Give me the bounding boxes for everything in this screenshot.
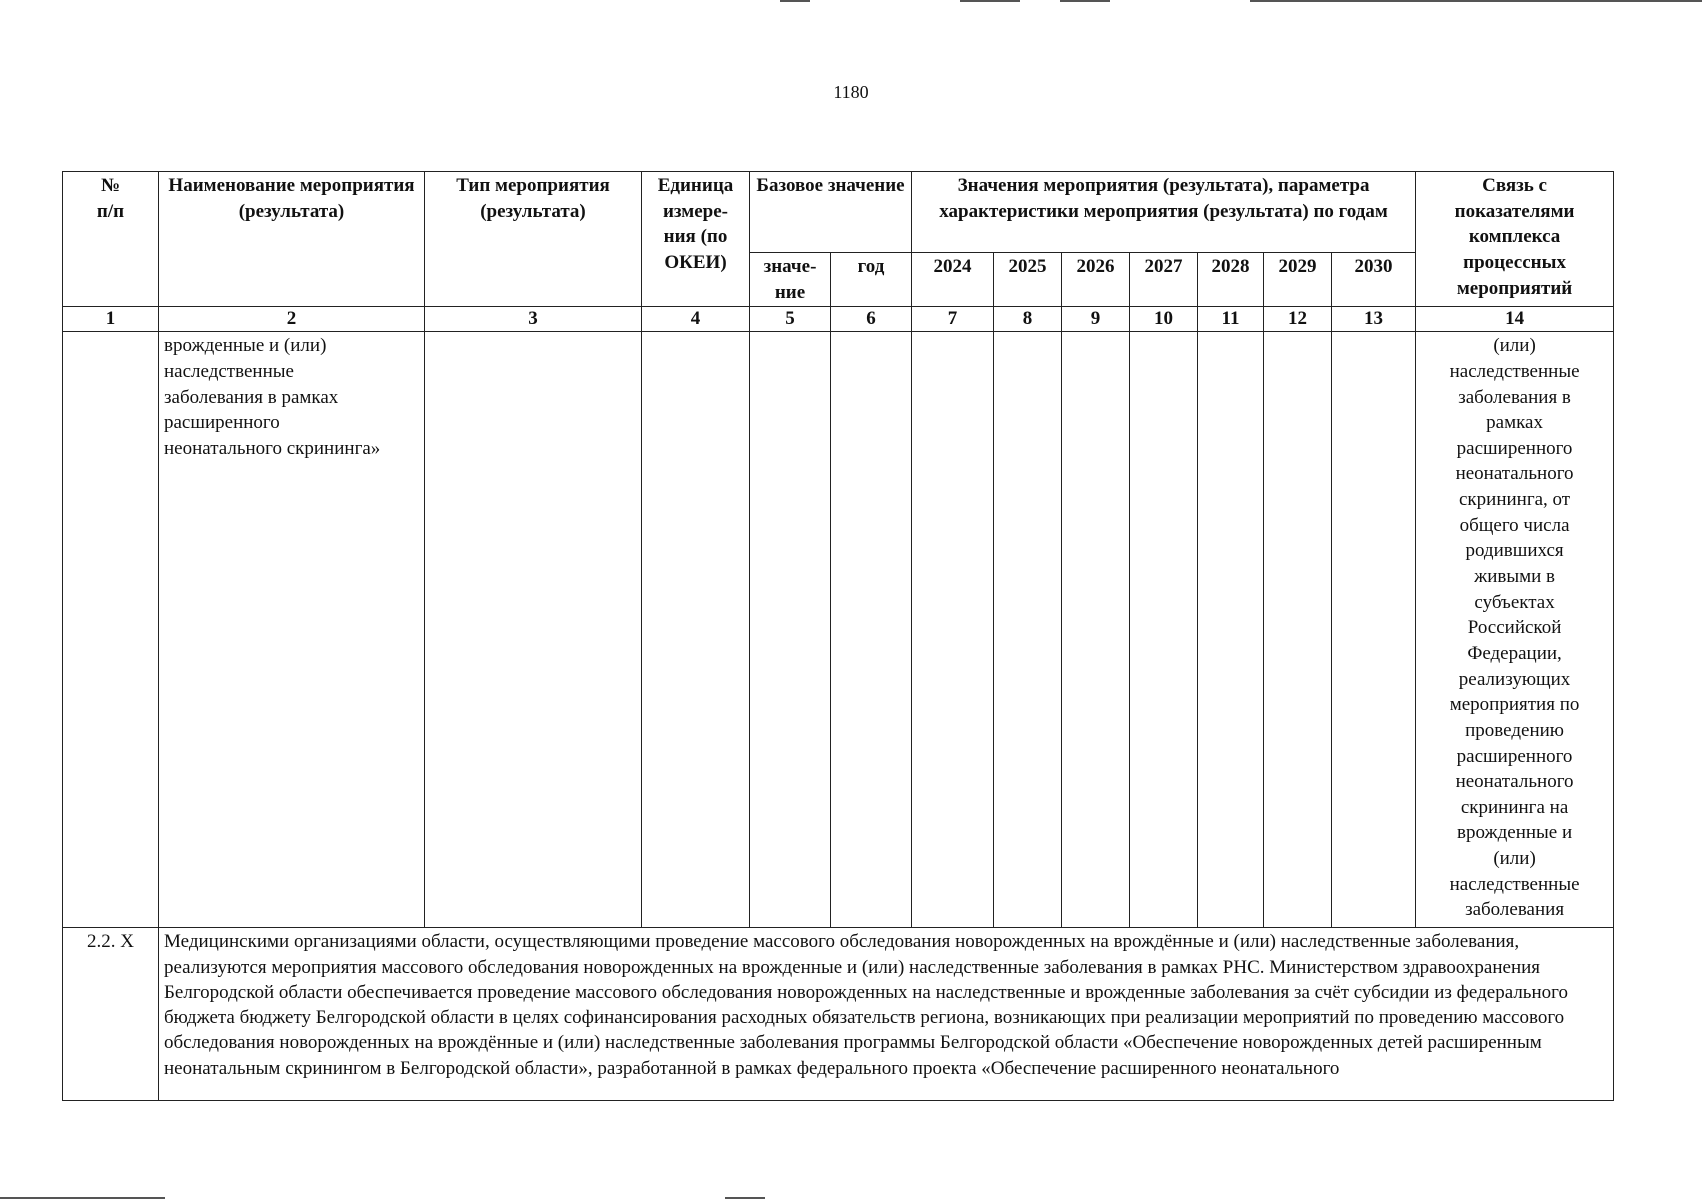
scan-artifact-bottom-1 bbox=[0, 1197, 165, 1199]
row-name-cell: врожденные и (или) наследственные заболевания в рамках расширенного неонатального скрининга» bbox=[159, 332, 425, 928]
column-number: 7 bbox=[912, 307, 994, 332]
column-number: 1 bbox=[63, 307, 159, 332]
scan-artifact-top-2 bbox=[960, 0, 1020, 2]
scan-artifact-top-1 bbox=[780, 0, 810, 2]
row-2029-cell bbox=[1264, 332, 1332, 928]
header-base-year: год bbox=[831, 253, 912, 307]
row-2030-cell bbox=[1332, 332, 1416, 928]
narrative-num: 2.2. X bbox=[63, 928, 159, 1101]
row-unit-cell bbox=[642, 332, 750, 928]
header-year-2025: 2025 bbox=[994, 253, 1062, 307]
row-base-year-cell bbox=[831, 332, 912, 928]
narrative-row bbox=[63, 928, 1614, 1101]
column-number: 2 bbox=[159, 307, 425, 332]
header-type: Тип мероприятия (результата) bbox=[425, 172, 642, 307]
column-number: 13 bbox=[1332, 307, 1416, 332]
column-number: 6 bbox=[831, 307, 912, 332]
activities-table bbox=[62, 171, 1614, 1101]
row-2025-cell bbox=[994, 332, 1062, 928]
row-2026-cell bbox=[1062, 332, 1130, 928]
column-number: 10 bbox=[1130, 307, 1198, 332]
scan-artifact-top-3 bbox=[1060, 0, 1110, 2]
header-base: Базовое значение bbox=[750, 172, 912, 253]
header-name: Наименование мероприятия (результата) bbox=[159, 172, 425, 307]
row-num-cell bbox=[63, 332, 159, 928]
header-year-2029: 2029 bbox=[1264, 253, 1332, 307]
row-2024-cell bbox=[912, 332, 994, 928]
header-base-value: значе-ние bbox=[750, 253, 831, 307]
column-number: 12 bbox=[1264, 307, 1332, 332]
column-number-row bbox=[63, 307, 1614, 332]
column-number: 5 bbox=[750, 307, 831, 332]
table-row bbox=[63, 332, 1614, 928]
header-year-2030: 2030 bbox=[1332, 253, 1416, 307]
column-number: 9 bbox=[1062, 307, 1130, 332]
column-number: 4 bbox=[642, 307, 750, 332]
header-unit: Единица измере-ния (по ОКЕИ) bbox=[642, 172, 750, 307]
header-link: Связь с показателями комплекса процессных мероприятий bbox=[1416, 172, 1614, 307]
header-year-2027: 2027 bbox=[1130, 253, 1198, 307]
row-2027-cell bbox=[1130, 332, 1198, 928]
row-2028-cell bbox=[1198, 332, 1264, 928]
column-number: 3 bbox=[425, 307, 642, 332]
column-number: 11 bbox=[1198, 307, 1264, 332]
narrative-text: Медицинскими организациями области, осуществляющими проведение массового обследования новорожденных на врождённые и (или) наследственные заболевания, реализуются мероприятия массового обследования новорожденных на врожденные и (или) наследственные заболевания в рамках РНС. Министерством здравоохранения Белгородской области обеспечивается проведение массового обследования новорожденных на наследственные и врожденные заболевания за счёт субсидии из федерального бюджета бюджету Белгородской области в целях софинансирования расходных обязательств региона, возникающих при реализации мероприятий по проведению массового обследования новорожденных на врождённые и (или) наследственные заболевания программы Белгородской области «Обеспечение новорожденных детей расширенным неонатальным скринингом в Белгородской области», разработанной в рамках федерального проекта «Обеспечение расширенного неонатального bbox=[159, 928, 1614, 1101]
header-year-2024: 2024 bbox=[912, 253, 994, 307]
scan-artifact-bottom-2 bbox=[725, 1197, 765, 1199]
column-number: 14 bbox=[1416, 307, 1614, 332]
header-num: № п/п bbox=[63, 172, 159, 307]
page-number: 1180 bbox=[833, 82, 869, 102]
header-year-2026: 2026 bbox=[1062, 253, 1130, 307]
row-base-value-cell bbox=[750, 332, 831, 928]
row-link-cell: (или) наследственные заболевания в рамках расширенного неонатального скрининга, от общего числа родившихся живыми в субъектах Российской Федерации, реализующих мероприятия по проведению расширенного неонатального скрининга на врожденные и (или) наследственные заболевания bbox=[1416, 332, 1614, 928]
scan-artifact-top-4 bbox=[1250, 0, 1702, 2]
header-values-by-year: Значения мероприятия (результата), параметра характеристики мероприятия (результата) по годам bbox=[912, 172, 1416, 253]
header-year-2028: 2028 bbox=[1198, 253, 1264, 307]
header-row-1 bbox=[63, 172, 1614, 253]
row-type-cell bbox=[425, 332, 642, 928]
column-number: 8 bbox=[994, 307, 1062, 332]
